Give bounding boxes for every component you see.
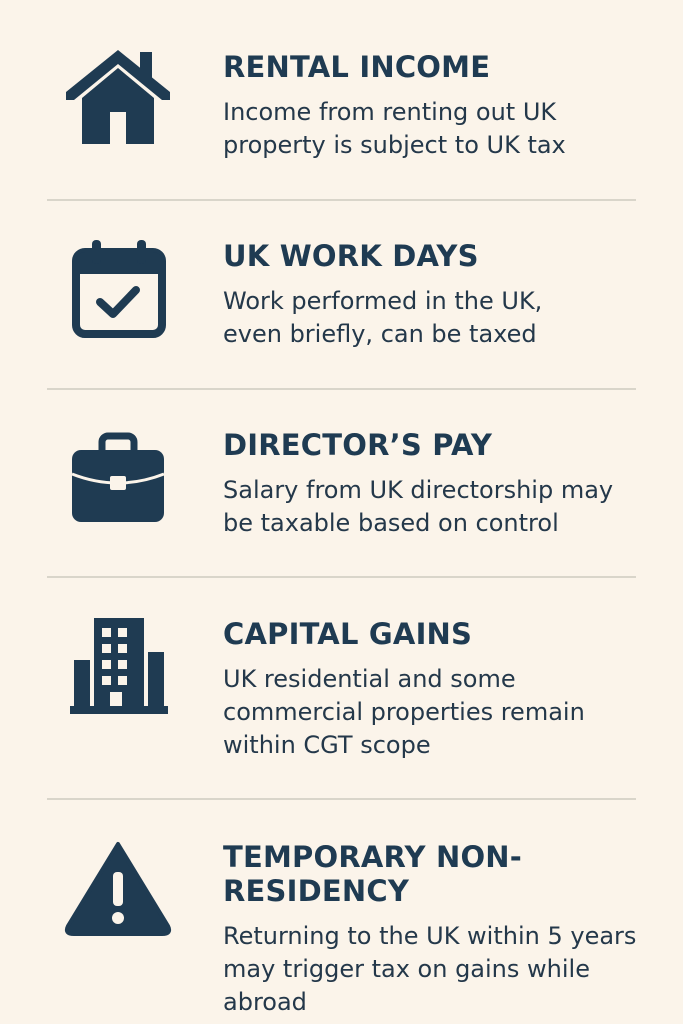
divider <box>47 798 636 800</box>
item-title: TEMPORARY NON-RESIDENCY <box>223 840 523 908</box>
item-description: Salary from UK directorship may be taxable based on control <box>223 476 614 537</box>
warning-icon <box>62 838 174 942</box>
house-icon <box>62 46 174 150</box>
building-icon <box>62 612 174 716</box>
item-description: Returning to the UK within 5 years may trigger tax on gains while abroad <box>223 922 637 1016</box>
item-description: Work performed in the UK, even briefly, can be taxed <box>223 287 543 348</box>
divider <box>47 199 636 201</box>
item-description: UK residential and some commercial properties remain within CGT scope <box>223 665 585 759</box>
briefcase-icon <box>62 430 174 534</box>
item-title: DIRECTOR’S PAY <box>223 428 493 462</box>
item-title: UK WORK DAYS <box>223 239 479 273</box>
divider <box>47 388 636 390</box>
divider <box>47 576 636 578</box>
calendar-check-icon <box>62 238 174 342</box>
item-title: RENTAL INCOME <box>223 50 491 84</box>
item-title: CAPITAL GAINS <box>223 617 473 651</box>
item-description: Income from renting out UK property is subject to UK tax <box>223 98 566 159</box>
